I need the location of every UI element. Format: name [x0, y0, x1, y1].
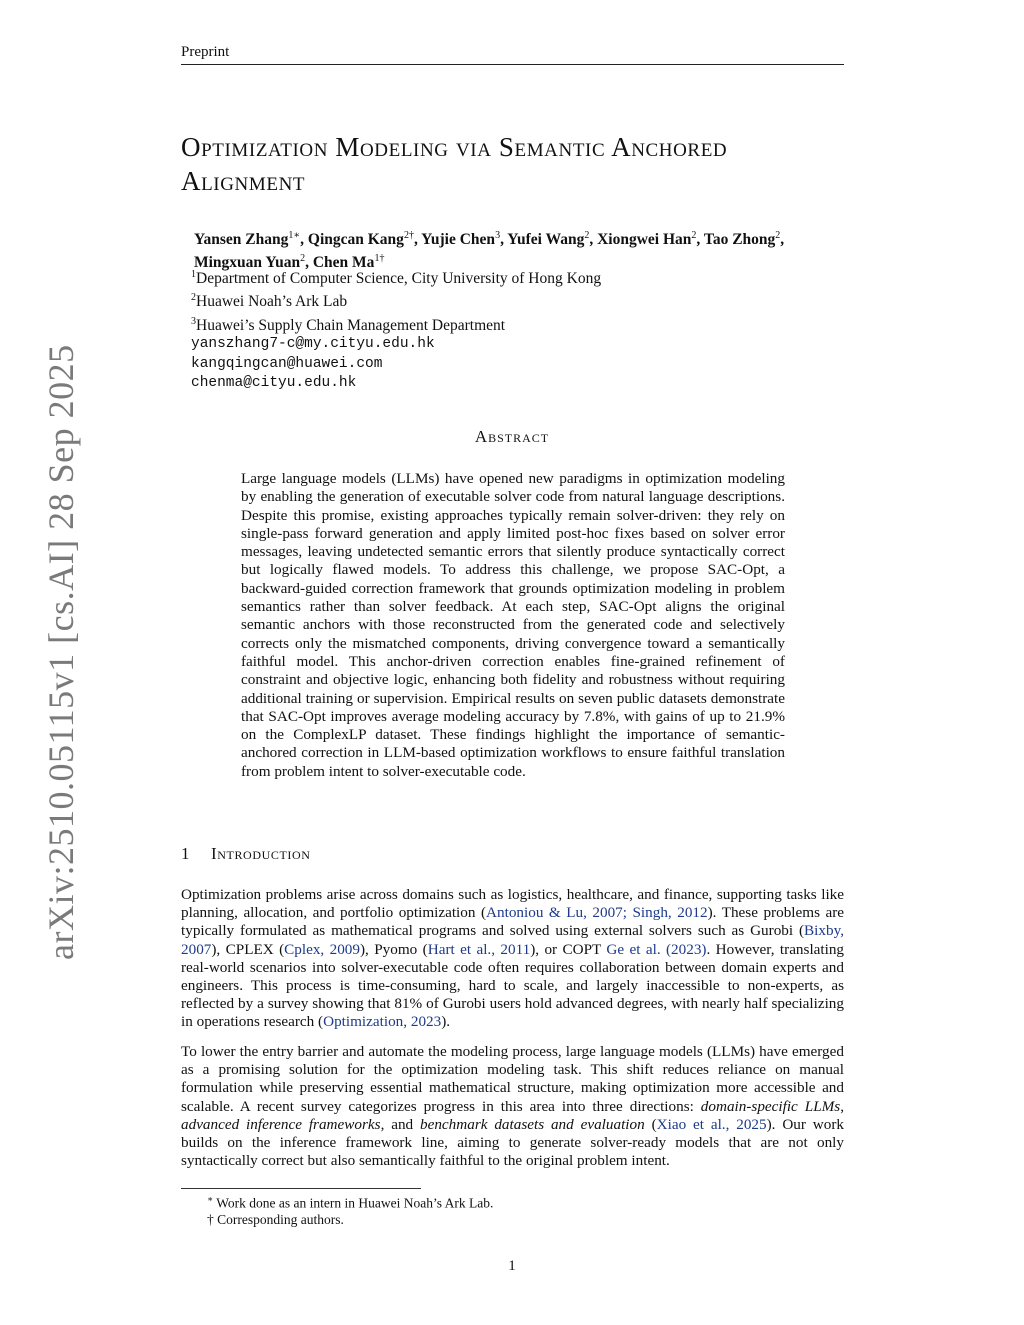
intro-paragraph-2: To lower the entry barrier and automate the modeling process, large language models (LLMs) have emerged as a promising solution for the optimization modeling task. This shift reduces reliance on manual formulation while preserving essential mathematical structure, making optimization more accessible and scalable. A recent survey categorizes progress in this area into three directions: domain-specific LLMs, advanced inference frameworks, and benchmark datasets and evaluation (Xiao et al., 2025). Our work builds on the inference framework line, aiming to generate solver-ready models that are not only syntactically correct but also semantically faithful to the original problem intent.: [181, 1043, 845, 1170]
author-name: Yufei Wang: [507, 231, 585, 249]
affiliation-block: [191, 265, 831, 393]
affiliation: [191, 312, 831, 335]
citation-link[interactable]: Cplex, 2009: [284, 940, 360, 958]
footnotes: [207, 1191, 807, 1229]
page-number: 1: [508, 1258, 516, 1274]
affiliation: [191, 265, 831, 288]
citation-link[interactable]: Hart et al., 2011: [427, 940, 531, 958]
affiliation-text: Huawei’s Supply Chain Management Department: [196, 317, 506, 335]
footnote-rule: [181, 1188, 421, 1189]
author-name: Chen Ma: [312, 254, 375, 272]
intro-paragraph-1: Optimization problems arise across domains such as logistics, healthcare, and finance, supporting tasks like planning, allocation, and portfolio optimization (Antoniou & Lu, 2007; Singh, 2012). These problems are typically formulated as mathematical programs and solved using external solvers such as Gurobi (Bixby, 2007), CPLEX (Cplex, 2009), Pyomo (Hart et al., 2011), or COPT Ge et al. (2023). However, translating real-world scenarios into solver-executable code often requires collaboration between domain experts and engineers. This process is time-consuming, hard to scale, and largely inaccessible to non-experts, as reflected by a survey showing that 81% of Gurobi users hold advanced degrees, with nearly half specializing in operations research (Optimization, 2023).: [181, 886, 845, 1031]
author-affil-mark: 3: [495, 230, 501, 241]
footnote: † Corresponding authors.: [207, 1212, 344, 1227]
author-affil-mark: 1†: [374, 253, 385, 265]
affiliation: [191, 288, 831, 311]
citation-link[interactable]: Antoniou & Lu, 2007; Singh, 2012: [486, 904, 708, 922]
abstract-heading: Abstract: [474, 427, 550, 446]
footnote: ∗ Work done as an intern in Huawei Noah’s Ark Lab.: [207, 1194, 494, 1211]
author-affil-mark: 2: [691, 230, 697, 241]
citation-link[interactable]: Xiao et al., 2025: [656, 1115, 767, 1133]
abstract-body: Large language models (LLMs) have opened new paradigms in optimization modeling by enabling the generation of executable solver code from natural language descriptions. Despite this promise, existing approaches typically remain solver-driven: they rely on single-pass forward generation and apply limited post-hoc fixes based on solver error messages, leaving undetected semantic errors that silently produce syntactically correct but logically flawed models. To address this challenge, we propose SAC-Opt, a backward-guided correction framework that grounds optimization modeling in problem semantics rather than solver feedback. At each step, SAC-Opt aligns the original semantic anchors with those reconstructed from the generated code and selectively corrects only the mismatched components, driving convergence toward a semantically faithful model. This anchor-driven correction enables fine-grained refinement of constraint and objective logic, enhancing both fidelity and robustness without requiring additional training or supervision. Empirical results on seven public datasets demonstrate that SAC-Opt improves average modeling accuracy by 7.8%, with gains of up to 21.9% on the ComplexLP dataset. These findings highlight the importance of semantic-anchored correction in LLM-based optimization workflows to ensure faithful translation from problem intent to solver-executable code.: [241, 470, 785, 780]
email-address[interactable]: kangqingcan@huawei.com: [191, 355, 383, 372]
author-affil-mark: 2: [300, 253, 306, 265]
author-affil-mark: 2: [584, 230, 590, 241]
citation-link[interactable]: Optimization, 2023: [323, 1013, 442, 1031]
affiliation-text: Department of Computer Science, City University of Hong Kong: [196, 270, 602, 288]
author-affil-mark: 2†: [403, 230, 414, 241]
citation-link[interactable]: Bixby, 2007: [181, 922, 844, 958]
author-name: Mingxuan Yuan: [194, 254, 301, 272]
affiliation-mark: 2: [191, 292, 196, 304]
author-name: Tao Zhong: [703, 231, 776, 249]
author-name: Qingcan Kang: [307, 231, 404, 249]
affiliation-mark: 3: [191, 315, 196, 327]
email-address[interactable]: yanszhang7-c@my.cityu.edu.hk: [191, 336, 435, 353]
author-name: Yansen Zhang: [194, 231, 289, 249]
author-name: Yujie Chen: [421, 231, 496, 249]
paper-title: Optimization Modeling via Semantic Anchored Alignment: [181, 132, 728, 196]
author-affil-mark: 2: [775, 230, 781, 241]
author-affil-mark: 1∗: [288, 230, 301, 241]
citation-link[interactable]: Ge et al. (2023): [606, 940, 707, 958]
author-name: Xiongwei Han: [597, 231, 692, 249]
section-heading: [181, 844, 311, 864]
section-number: 1: [181, 844, 191, 863]
arxiv-watermark: arXiv:2510.05115v1 [cs.AI] 28 Sep 2025: [41, 344, 81, 960]
section-title: Introduction: [211, 844, 311, 863]
email-address[interactable]: chenma@cityu.edu.hk: [191, 374, 357, 391]
affiliation-text: Huawei Noah’s Ark Lab: [196, 293, 348, 311]
author-list: Yansen Zhang$^{1∗}$, Qingcan Kang$^{2\dagger}$, Yujie Chen$^3$, Yufei Wang$^2$, Xiongwei Han$^2$, Tao Zhong$^2$, Mingxuan Yuan$^2$, Chen $Ma^{1\dagger}$: [194, 230, 785, 272]
affiliation-mark: 1: [191, 269, 196, 280]
running-header: Preprint: [181, 44, 844, 65]
